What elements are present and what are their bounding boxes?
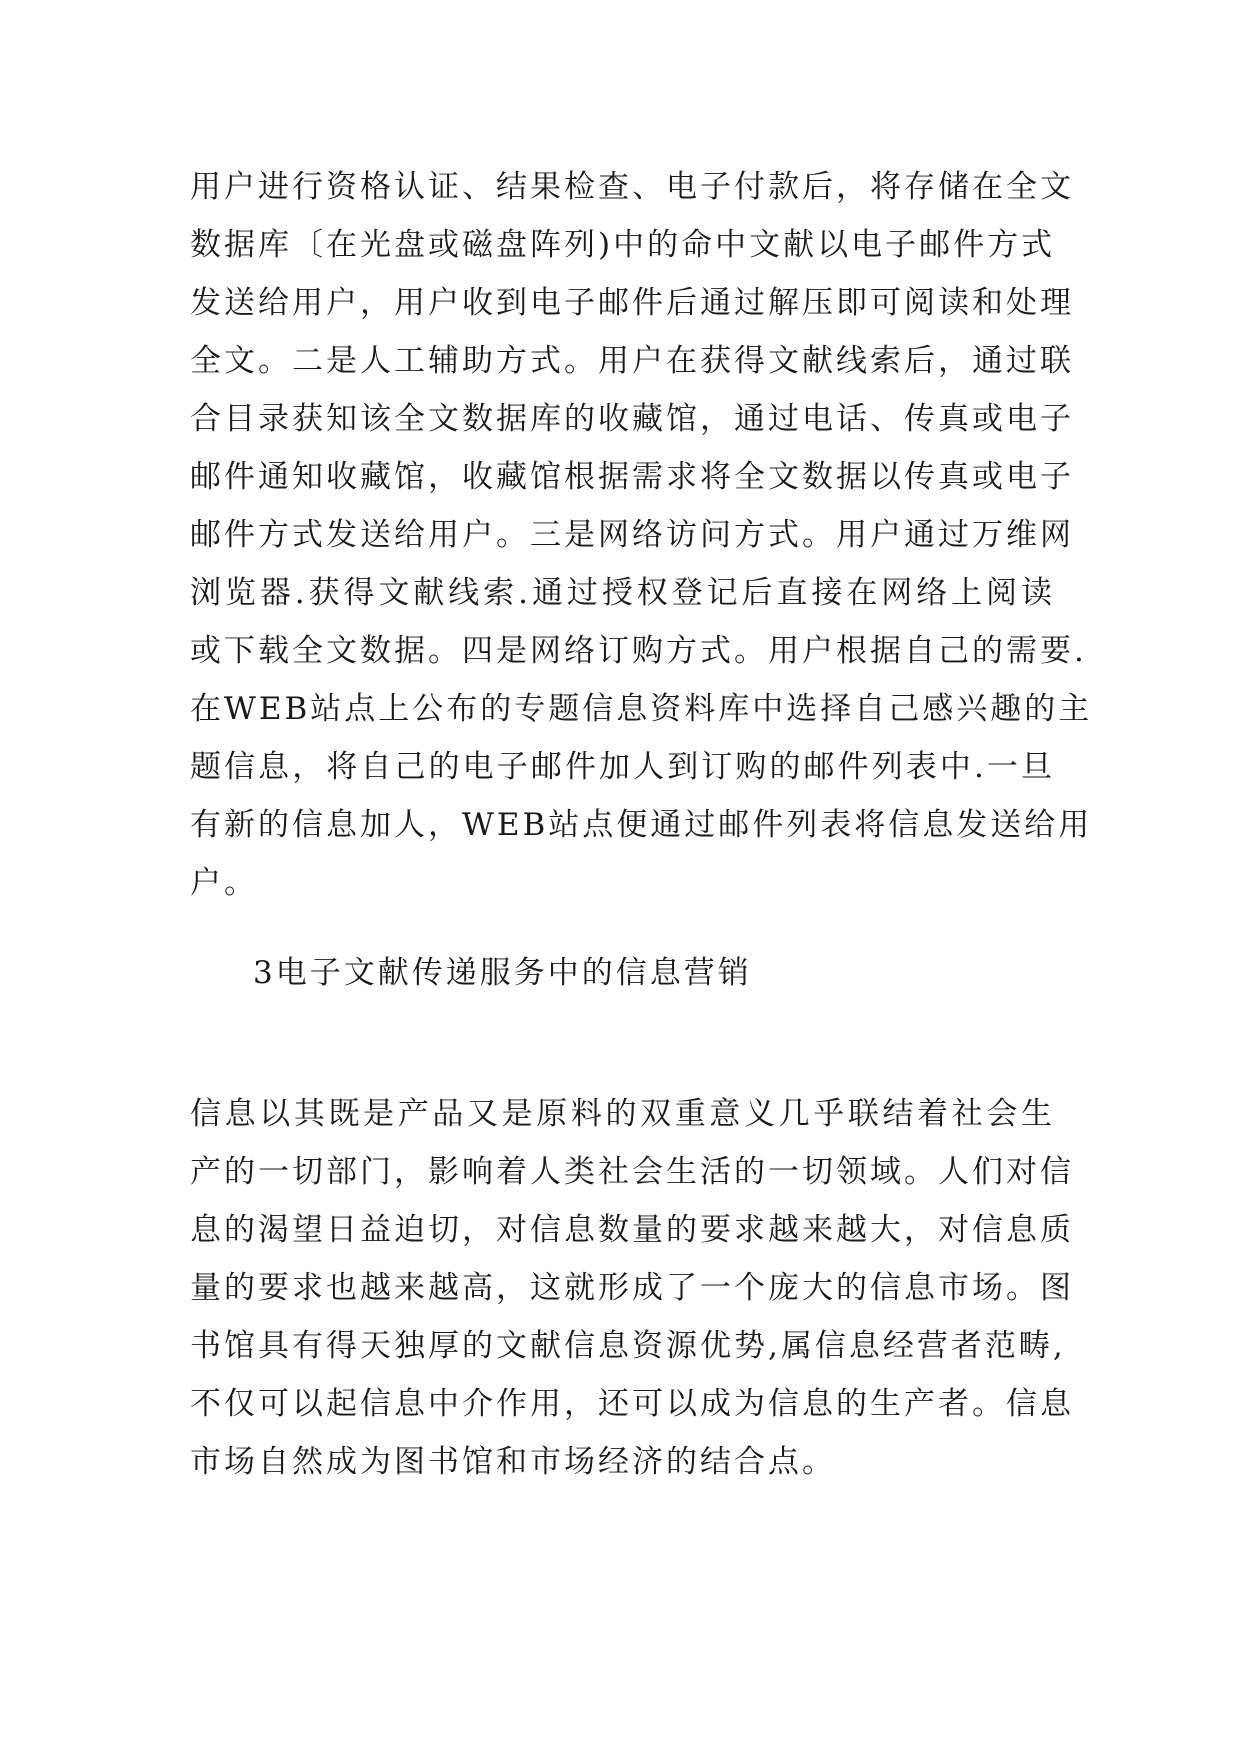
text-line: 浏览器.获得文献线索.通过授权登记后直接在网络上阅读 [190,575,1055,611]
text-line: 邮件通知收藏馆，收藏馆根据需求将全文数据以传真或电子 [190,459,1074,495]
section-heading: 3电子文献传递服务中的信息营销 [253,955,752,991]
paragraph-delivery-methods [190,158,1093,912]
text-line: 不仅可以起信息中介作用，还可以成为信息的生产者。信息 [190,1386,1074,1422]
text-line: 或下载全文数据。四是网络订购方式。用户根据自己的需要. [190,633,1087,669]
text-line: 用户进行资格认证、结果检查、电子付款后，将存储在全文 [190,169,1074,205]
text-line: 产的一切部门，影响着人类社会生活的一切领域。人们对信 [190,1154,1074,1190]
text-line: 邮件方式发送给用户。三是网络访问方式。用户通过万维网 [190,517,1074,553]
text-line: 题信息，将自己的电子邮件加人到订购的邮件列表中.一旦 [190,749,1055,785]
text-line: 有新的信息加人，WEB站点便通过邮件列表将信息发送给用 [190,807,1093,843]
text-line: 息的渴望日益迫切，对信息数量的要求越来越大，对信息质 [190,1212,1074,1248]
text-line: 户。 [190,865,258,901]
text-line: 信息以其既是产品又是原料的双重意义几乎联结着社会生 [190,1096,1055,1132]
text-line: 书馆具有得天独厚的文献信息资源优势,属信息经营者范畴, [190,1328,1066,1364]
text-line: 发送给用户，用户收到电子邮件后通过解压即可阅读和处理 [190,285,1074,321]
text-line: 在WEB站点上公布的专题信息资料库中选择自己感兴趣的主 [190,691,1093,727]
text-line: 全文。二是人工辅助方式。用户在获得文献线索后，通过联 [190,343,1074,379]
text-line: 量的要求也越来越高，这就形成了一个庞大的信息市场。图 [190,1270,1074,1306]
text-line: 数据库〔在光盘或磁盘阵列)中的命中文献以电子邮件方式 [190,227,1056,263]
text-line: 合目录获知该全文数据库的收藏馆，通过电话、传真或电子 [190,401,1074,437]
paragraph-information-marketing [190,1085,1074,1491]
text-line: 市场自然成为图书馆和市场经济的结合点。 [190,1444,836,1480]
